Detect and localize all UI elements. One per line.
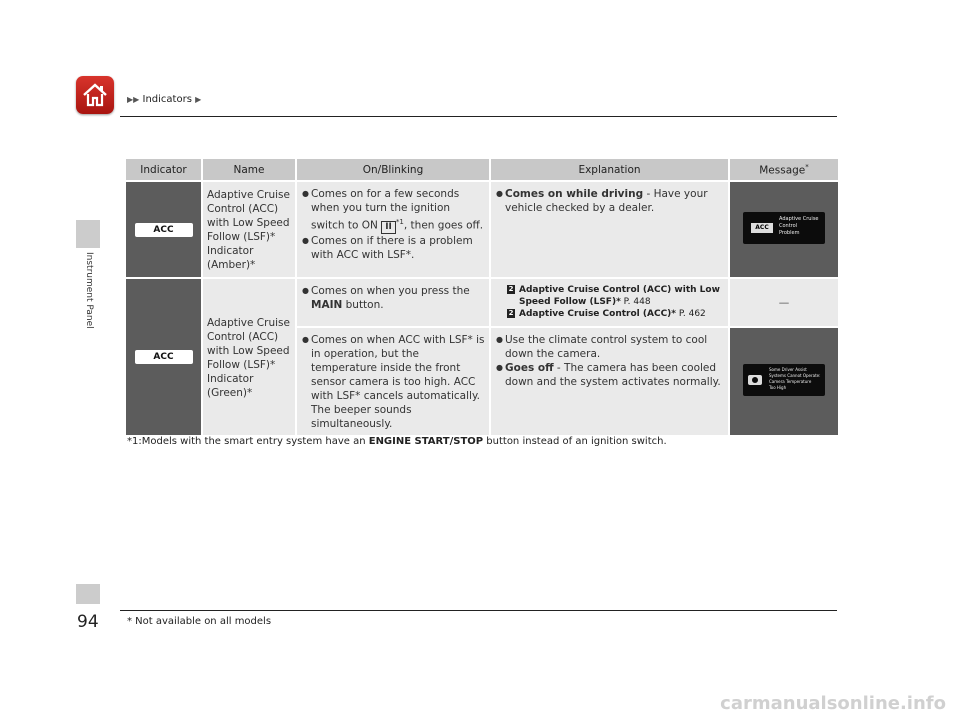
camera-icon (748, 375, 762, 385)
message-display: ACC Adaptive Cruise Control Problem (743, 212, 825, 244)
message-cell (730, 328, 838, 435)
page-tab (76, 584, 100, 604)
explanation-cell: ● Comes on while driving - Have your vehicle checked by a dealer. (491, 182, 730, 277)
on-blinking-cell: ● Comes on when you press the MAIN button. (297, 279, 491, 326)
footnote-divider (120, 610, 837, 611)
message-display: Some Driver Assist Systems Cannot Operate: Camera Temperature Too High (743, 364, 825, 396)
explanation-cell: ● Use the climate control system to cool down the camera. ● Goes off - The camera has been cooled down and the system activates normally. (491, 328, 730, 435)
explanation-cell (491, 279, 730, 326)
watermark: carmanualsonline.info (720, 693, 946, 714)
name-cell: Adaptive Cruise Control (ACC) with Low Speed Follow (LSF)* Indicator (Green)* (203, 279, 297, 435)
col-header: Name (203, 159, 297, 180)
message-cell (730, 182, 838, 277)
col-header: Indicator (126, 159, 203, 180)
ignition-key-icon: II (381, 221, 396, 234)
breadcrumb (127, 94, 201, 105)
indicator-table (126, 157, 838, 437)
header-divider (120, 116, 837, 117)
footnote: * Not available on all models (127, 616, 272, 627)
indicator-cell (126, 279, 203, 435)
name-cell: Adaptive Cruise Control (ACC) with Low Speed Follow (LSF)* Indicator (Amber)* (203, 182, 297, 277)
indicator-cell (126, 182, 203, 277)
message-cell: — (730, 279, 838, 326)
section-tab (76, 220, 100, 248)
home-icon (81, 81, 109, 109)
breadcrumb-arrow-icon: ▶ (195, 95, 202, 104)
acc-indicator-icon: ACC (135, 223, 193, 237)
table-row (126, 182, 838, 277)
table-header-row (126, 159, 838, 180)
footnote: *1:Models with the smart entry system have an ENGINE START/STOP button instead of an ignition switch. (127, 436, 667, 447)
table-row (126, 279, 838, 326)
page-number: 94 (77, 612, 99, 632)
cross-reference-link[interactable]: 2 Adaptive Cruise Control (ACC) with Low Speed Follow (LSF)* P. 448 (519, 284, 724, 308)
breadcrumb-item[interactable]: Indicators (142, 94, 192, 105)
on-blinking-cell: ● Comes on for a few seconds when you turn the ignition switch to ON II $^{*1}$, then goes off. ● Comes on if there is a problem with ACC with LSF*. (297, 182, 491, 277)
section-label: Instrument Panel (84, 252, 94, 329)
cross-reference-link[interactable]: 2 Adaptive Cruise Control (ACC)* P. 462 (519, 308, 724, 320)
col-header: Explanation (491, 159, 730, 180)
home-button[interactable] (76, 76, 114, 114)
col-header: On/Blinking (297, 159, 491, 180)
breadcrumb-arrow-icon: ▶▶ (127, 95, 140, 104)
on-blinking-cell: ● Comes on when ACC with LSF* is in operation, but the temperature inside the front sensor camera is too high. ACC with LSF* cancels automatically. The beeper sounds simultaneously. (297, 328, 491, 435)
col-header: Message* (730, 159, 838, 180)
acc-indicator-icon: ACC (135, 350, 193, 364)
